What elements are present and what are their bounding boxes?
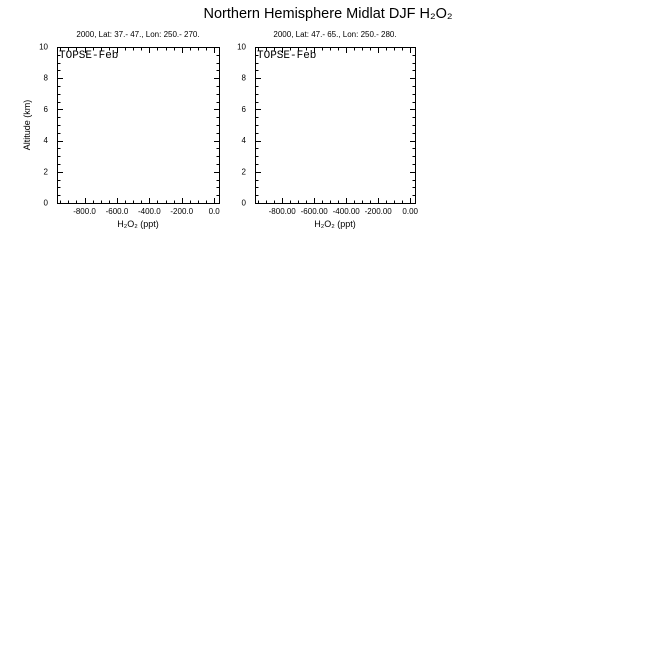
x-tick-label: -600.0: [105, 207, 129, 216]
x-tick-label: 0.00: [402, 207, 418, 216]
panel-right-annotation: TOPSE-Feb: [257, 50, 317, 62]
axis-ticks: [58, 48, 219, 204]
x-tick-label: 0.0: [208, 207, 220, 216]
x-tick-label: -200.0: [170, 207, 194, 216]
plot-panel-left: [39, 43, 220, 217]
axis-ticks: [256, 48, 415, 204]
panel-left-annotation: TOPSE-Feb: [59, 50, 119, 62]
panel-right-subtitle: 2000, Lat: 47.- 65., Lon: 250.- 280.: [273, 30, 397, 39]
y-tick-label: 6: [241, 104, 246, 114]
y-tick-label: 2: [241, 167, 246, 177]
x-tick-label: -800.00: [268, 207, 296, 216]
y-tick-label: 0: [241, 198, 246, 208]
axes-frame: [58, 48, 220, 204]
y-axis-label: Altitude (km): [22, 99, 32, 151]
x-tick-label: -400.0: [137, 207, 161, 216]
tick-labels: [237, 43, 418, 217]
panel-left-subtitle: 2000, Lat: 37.- 47., Lon: 250.- 270.: [76, 30, 200, 39]
y-tick-label: 10: [39, 42, 48, 52]
y-tick-label: 8: [241, 73, 246, 83]
x-tick-label: -800.0: [73, 207, 96, 216]
y-tick-label: 6: [43, 104, 48, 114]
y-tick-label: 0: [43, 198, 48, 208]
y-tick-label: 10: [237, 42, 246, 52]
y-tick-label: 8: [43, 73, 48, 83]
panel-right-x-axis-label: H₂O₂ (ppt): [314, 219, 356, 229]
x-tick-label: -600.00: [300, 207, 328, 216]
y-tick-label: 4: [43, 136, 48, 146]
plot-panel-right: [237, 43, 418, 217]
y-tick-label: 2: [43, 167, 48, 177]
axes-frame: [256, 48, 416, 204]
x-tick-label: -400.00: [332, 207, 360, 216]
x-tick-label: -200.00: [364, 207, 392, 216]
y-tick-label: 4: [241, 136, 246, 146]
panel-left-x-axis-label: H₂O₂ (ppt): [117, 219, 159, 229]
tick-labels: [39, 43, 220, 217]
figure-title: Northern Hemisphere Midlat DJF H₂O₂: [203, 6, 453, 22]
